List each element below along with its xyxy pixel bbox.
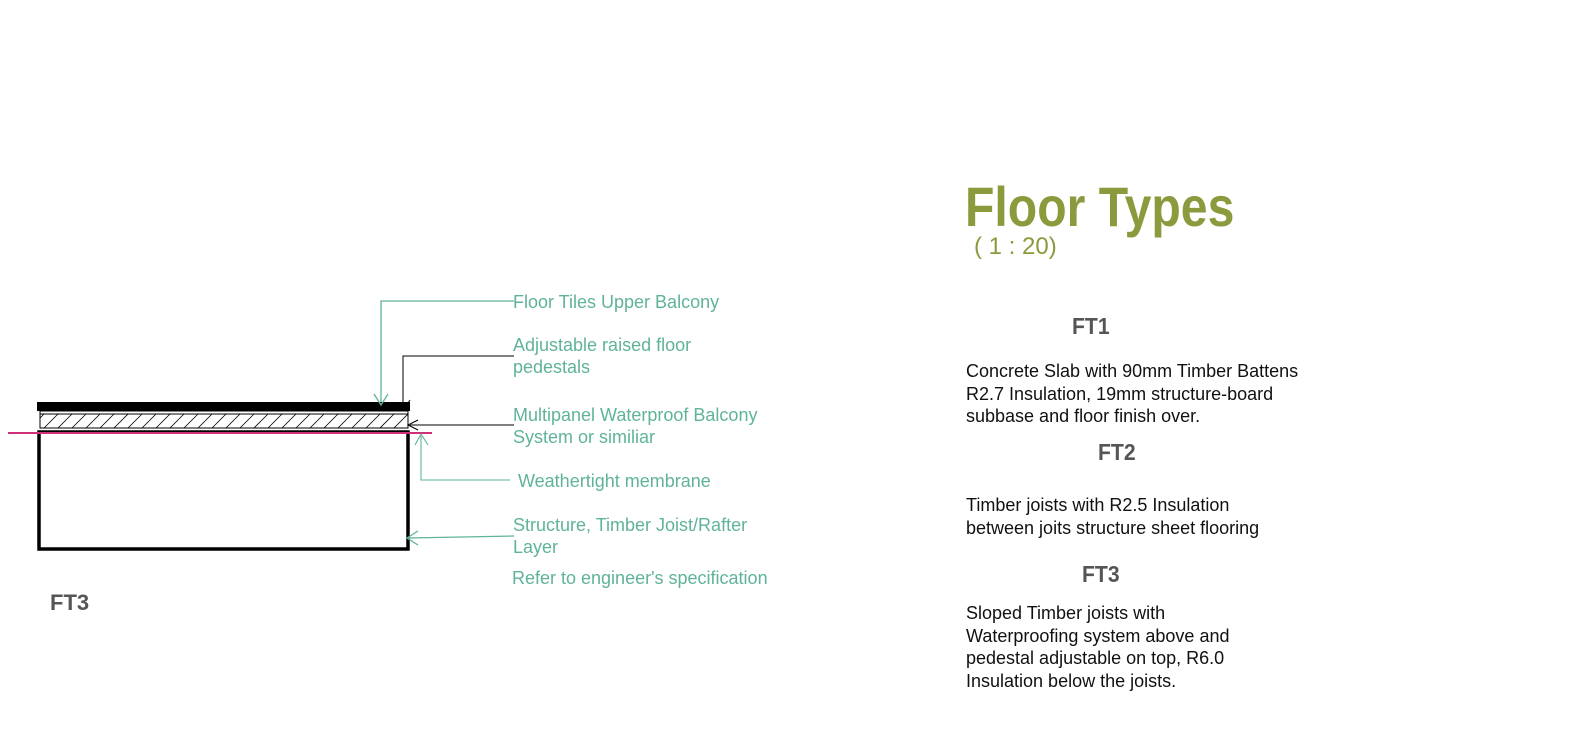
ft3-heading: FT3 <box>1082 561 1120 587</box>
ft3-description-line: Insulation below the joists. <box>966 670 1177 691</box>
callout-floor-tiles: Floor Tiles Upper Balcony <box>513 292 720 312</box>
timber-joist-structure <box>39 432 408 549</box>
callout-structure: Structure, Timber Joist/Rafter Layer <box>513 515 748 557</box>
ft3-description <box>966 602 1356 692</box>
legend-title: Floor Types <box>965 175 1235 238</box>
callout-membrane: Weathertight membrane <box>518 471 711 491</box>
leader-pedestals <box>403 356 514 405</box>
legend-scale: ( 1 : 20) <box>974 233 1057 260</box>
callout-waterproof-system: Multipanel Waterproof Balcony System or similiar <box>513 405 758 447</box>
floor-tiles-layer <box>37 402 410 411</box>
ft1-description-line: Concrete Slab with 90mm Timber Battens <box>966 361 1299 381</box>
ft1-heading: FT1 <box>1072 313 1110 339</box>
ft2-description-line: between joits structure sheet flooring <box>966 517 1260 538</box>
hatch-line <box>422 414 436 428</box>
leader-floor-tiles <box>381 301 514 402</box>
ft3-description-line: Sloped Timber joists with <box>966 603 1166 623</box>
callout-labels <box>512 292 768 588</box>
ft3-description-line: pedestal adjustable on top, R6.0 <box>966 648 1225 668</box>
callout-pedestals: Adjustable raised floor pedestals <box>513 335 692 377</box>
ft1-description <box>966 360 1356 428</box>
ft3-description-line: Waterproofing system above and <box>966 625 1230 646</box>
leader-structure <box>408 536 514 538</box>
ft2-description <box>966 494 1356 539</box>
ft2-description-line: Timber joists with R2.5 Insulation <box>966 495 1230 515</box>
ft2-heading: FT2 <box>1098 439 1136 465</box>
leader-membrane <box>421 436 510 480</box>
section-tag-ft3: FT3 <box>50 590 90 615</box>
ft1-description-line: R2.7 Insulation, 19mm structure-board <box>966 383 1274 404</box>
callout-engineer-spec: Refer to engineer's specification <box>512 568 768 588</box>
ft3-section <box>8 402 436 549</box>
ft1-description-line: subbase and floor finish over. <box>966 406 1201 426</box>
